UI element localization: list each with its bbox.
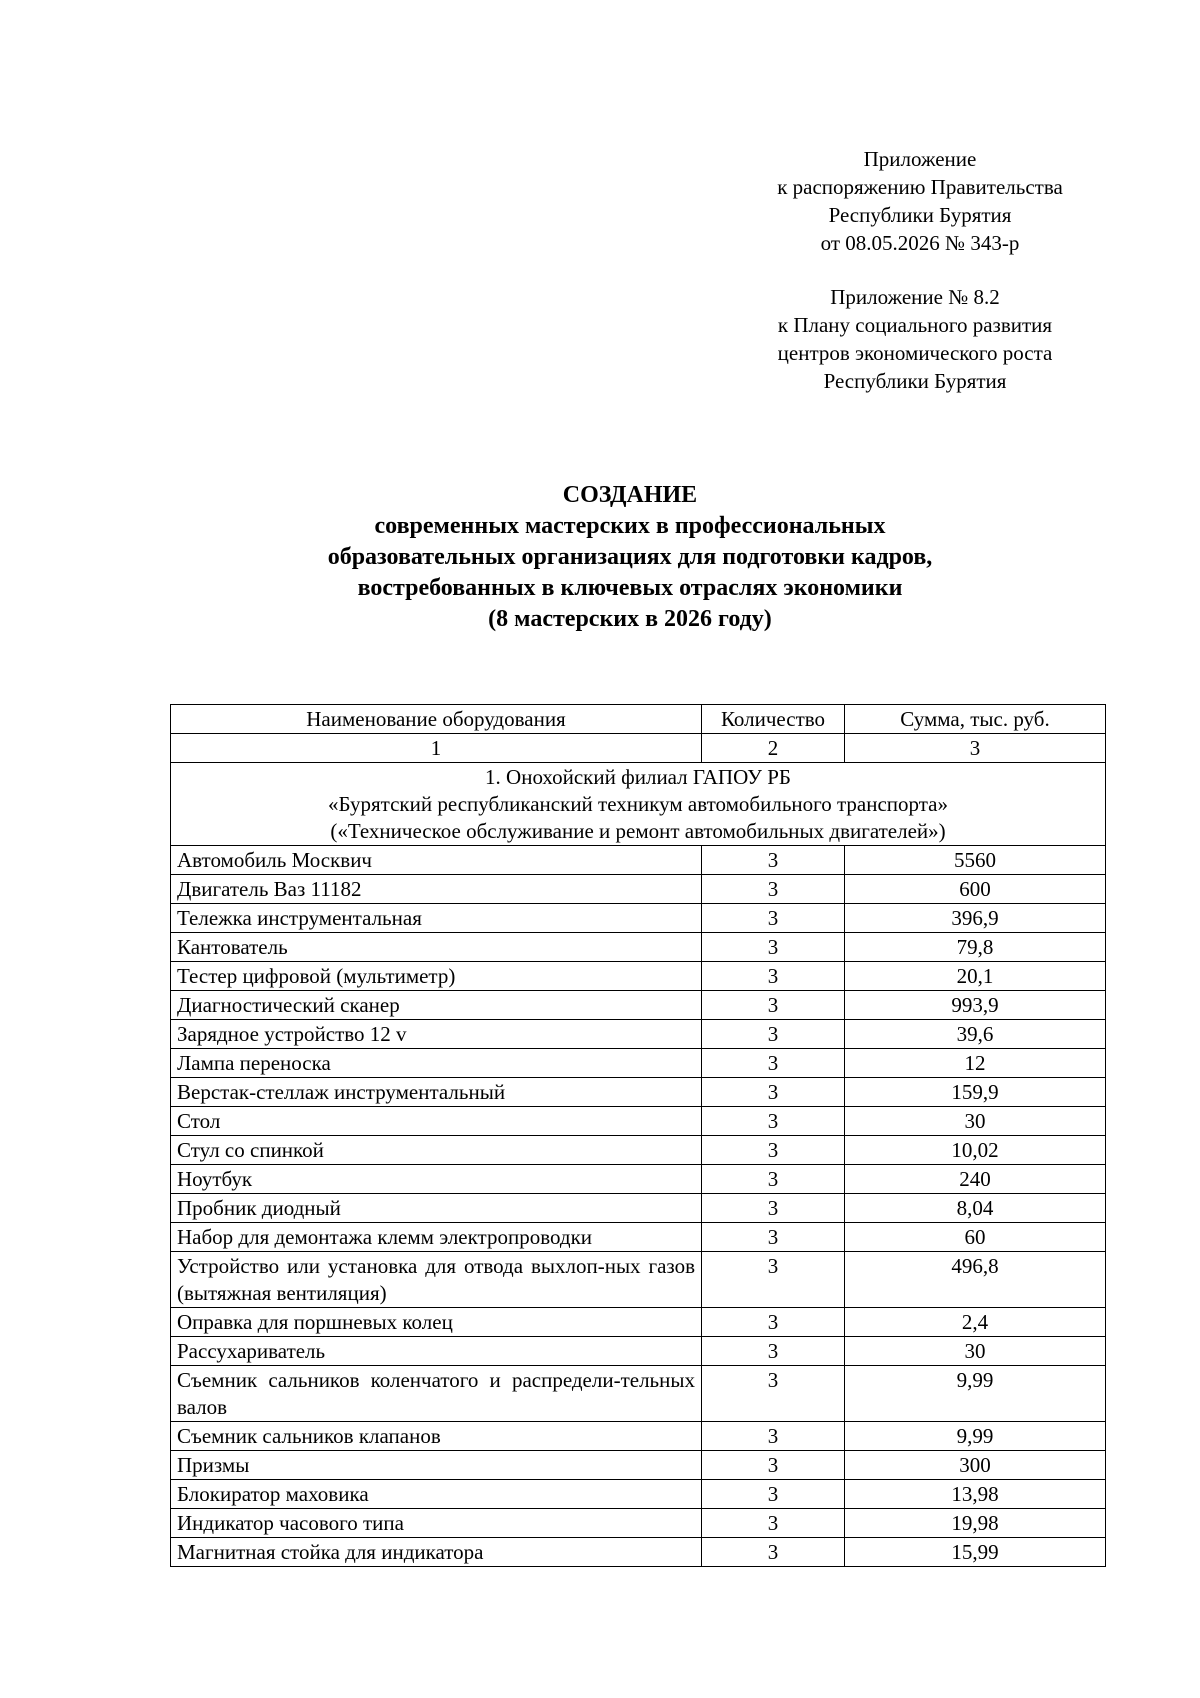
equipment-sum: 10,02	[845, 1136, 1106, 1165]
equipment-name: Диагностический сканер	[171, 991, 702, 1020]
table-row	[171, 1223, 1106, 1252]
equipment-quantity: 3	[702, 904, 845, 933]
column-number: 3	[845, 734, 1106, 763]
equipment-quantity: 3	[702, 1165, 845, 1194]
equipment-quantity: 3	[702, 1136, 845, 1165]
title-line: (8 мастерских в 2026 году)	[488, 606, 772, 632]
appendix-line: Республики Бурятия	[823, 369, 1007, 393]
appendix-line: к распоряжению Правительства	[777, 175, 1063, 199]
equipment-quantity: 3	[702, 1252, 845, 1308]
title-line: образовательных организациях для подготовки кадров,	[327, 544, 933, 570]
column-number: 1	[171, 734, 702, 763]
table-row	[171, 904, 1106, 933]
equipment-sum: 12	[845, 1049, 1106, 1078]
equipment-table	[170, 704, 1106, 1567]
equipment-sum: 496,8	[845, 1252, 1106, 1308]
equipment-name: Съемник сальников клапанов	[171, 1422, 702, 1451]
table-row	[171, 1366, 1106, 1422]
table-row	[171, 991, 1106, 1020]
equipment-name: Тележка инструментальная	[171, 904, 702, 933]
table-row	[171, 1165, 1106, 1194]
appendix-line: к Плану социального развития	[777, 313, 1053, 337]
equipment-sum: 2,4	[845, 1308, 1106, 1337]
equipment-name: Набор для демонтажа клемм электропроводки	[171, 1223, 702, 1252]
equipment-name: Магнитная стойка для индикатора	[171, 1538, 702, 1567]
equipment-quantity: 3	[702, 1538, 845, 1567]
equipment-quantity: 3	[702, 1223, 845, 1252]
equipment-quantity: 3	[702, 1107, 845, 1136]
equipment-sum: 19,98	[845, 1509, 1106, 1538]
equipment-name: Индикатор часового типа	[171, 1509, 702, 1538]
header-sum: Сумма, тыс. руб.	[845, 705, 1106, 734]
table-row	[171, 1107, 1106, 1136]
section-heading	[171, 763, 1106, 846]
appendix-line: Приложение № 8.2	[830, 285, 1000, 309]
equipment-sum: 9,99	[845, 1366, 1106, 1422]
equipment-name: Тестер цифровой (мультиметр)	[171, 962, 702, 991]
equipment-name: Стул со спинкой	[171, 1136, 702, 1165]
equipment-name: Блокиратор маховика	[171, 1480, 702, 1509]
appendix-line: от 08.05.2026 № 343-р	[820, 231, 1020, 255]
equipment-sum: 300	[845, 1451, 1106, 1480]
table-row	[171, 1422, 1106, 1451]
equipment-sum: 5560	[845, 846, 1106, 875]
section-row	[171, 763, 1106, 846]
equipment-quantity: 3	[702, 1366, 845, 1422]
equipment-sum: 60	[845, 1223, 1106, 1252]
equipment-quantity: 3	[702, 1422, 845, 1451]
document-title	[150, 480, 1110, 635]
equipment-quantity: 3	[702, 1020, 845, 1049]
equipment-sum: 159,9	[845, 1078, 1106, 1107]
appendix-line: Приложение	[863, 147, 977, 171]
equipment-name: Кантователь	[171, 933, 702, 962]
equipment-sum: 20,1	[845, 962, 1106, 991]
equipment-quantity: 3	[702, 1451, 845, 1480]
equipment-name: Автомобиль Москвич	[171, 846, 702, 875]
section-line: «Бурятский республиканский техникум автомобильного транспорта»	[327, 792, 949, 816]
table-row	[171, 1049, 1106, 1078]
header-quantity: Количество	[702, 705, 845, 734]
equipment-sum: 30	[845, 1337, 1106, 1366]
equipment-sum: 993,9	[845, 991, 1106, 1020]
table-row	[171, 1194, 1106, 1223]
equipment-sum: 9,99	[845, 1422, 1106, 1451]
equipment-name: Рассухариватель	[171, 1337, 702, 1366]
equipment-name: Лампа переноска	[171, 1049, 702, 1078]
equipment-name: Стол	[171, 1107, 702, 1136]
equipment-quantity: 3	[702, 875, 845, 904]
equipment-quantity: 3	[702, 933, 845, 962]
header-name: Наименование оборудования	[171, 705, 702, 734]
table-row	[171, 1480, 1106, 1509]
equipment-sum: 8,04	[845, 1194, 1106, 1223]
section-line: 1. Онохойский филиал ГАПОУ РБ	[485, 765, 791, 789]
equipment-sum: 396,9	[845, 904, 1106, 933]
table-row	[171, 1078, 1106, 1107]
column-number-row	[171, 734, 1106, 763]
equipment-sum: 15,99	[845, 1538, 1106, 1567]
section-line: («Техническое обслуживание и ремонт автомобильных двигателей»)	[330, 819, 946, 843]
table-row	[171, 1538, 1106, 1567]
appendix-line: центров экономического роста	[777, 341, 1053, 365]
equipment-name: Оправка для поршневых колец	[171, 1308, 702, 1337]
equipment-sum: 39,6	[845, 1020, 1106, 1049]
equipment-quantity: 3	[702, 1078, 845, 1107]
title-line: современных мастерских в профессиональных	[374, 513, 886, 539]
table-row	[171, 1337, 1106, 1366]
equipment-sum: 13,98	[845, 1480, 1106, 1509]
equipment-name: Призмы	[171, 1451, 702, 1480]
appendix-block-1	[740, 145, 1100, 257]
equipment-quantity: 3	[702, 991, 845, 1020]
table-row	[171, 1020, 1106, 1049]
column-number: 2	[702, 734, 845, 763]
equipment-quantity: 3	[702, 1337, 845, 1366]
equipment-name: Зарядное устройство 12 v	[171, 1020, 702, 1049]
equipment-quantity: 3	[702, 1509, 845, 1538]
equipment-name: Верстак-стеллаж инструментальный	[171, 1078, 702, 1107]
table-row	[171, 1451, 1106, 1480]
equipment-name: Съемник сальников коленчатого и распредели-тельных валов	[171, 1366, 702, 1422]
equipment-sum: 240	[845, 1165, 1106, 1194]
table-row	[171, 962, 1106, 991]
equipment-name: Пробник диодный	[171, 1194, 702, 1223]
table-row	[171, 1136, 1106, 1165]
equipment-quantity: 3	[702, 1049, 845, 1078]
table-row	[171, 1252, 1106, 1308]
appendix-line: Республики Бурятия	[828, 203, 1012, 227]
appendix-block-2	[735, 283, 1095, 395]
equipment-sum: 30	[845, 1107, 1106, 1136]
equipment-quantity: 3	[702, 1308, 845, 1337]
equipment-quantity: 3	[702, 846, 845, 875]
equipment-sum: 79,8	[845, 933, 1106, 962]
equipment-sum: 600	[845, 875, 1106, 904]
equipment-quantity: 3	[702, 1194, 845, 1223]
title-line: востребованных в ключевых отраслях экономики	[357, 575, 903, 601]
table-row	[171, 1308, 1106, 1337]
table-header-row	[171, 705, 1106, 734]
equipment-name: Двигатель Ваз 11182	[171, 875, 702, 904]
table-row	[171, 875, 1106, 904]
title-line: СОЗДАНИЕ	[562, 482, 698, 508]
equipment-quantity: 3	[702, 962, 845, 991]
table-row	[171, 933, 1106, 962]
table-row	[171, 846, 1106, 875]
equipment-quantity: 3	[702, 1480, 845, 1509]
equipment-name: Устройство или установка для отвода выхлоп-ных газов (вытяжная вентиляция)	[171, 1252, 702, 1308]
table-row	[171, 1509, 1106, 1538]
equipment-name: Ноутбук	[171, 1165, 702, 1194]
